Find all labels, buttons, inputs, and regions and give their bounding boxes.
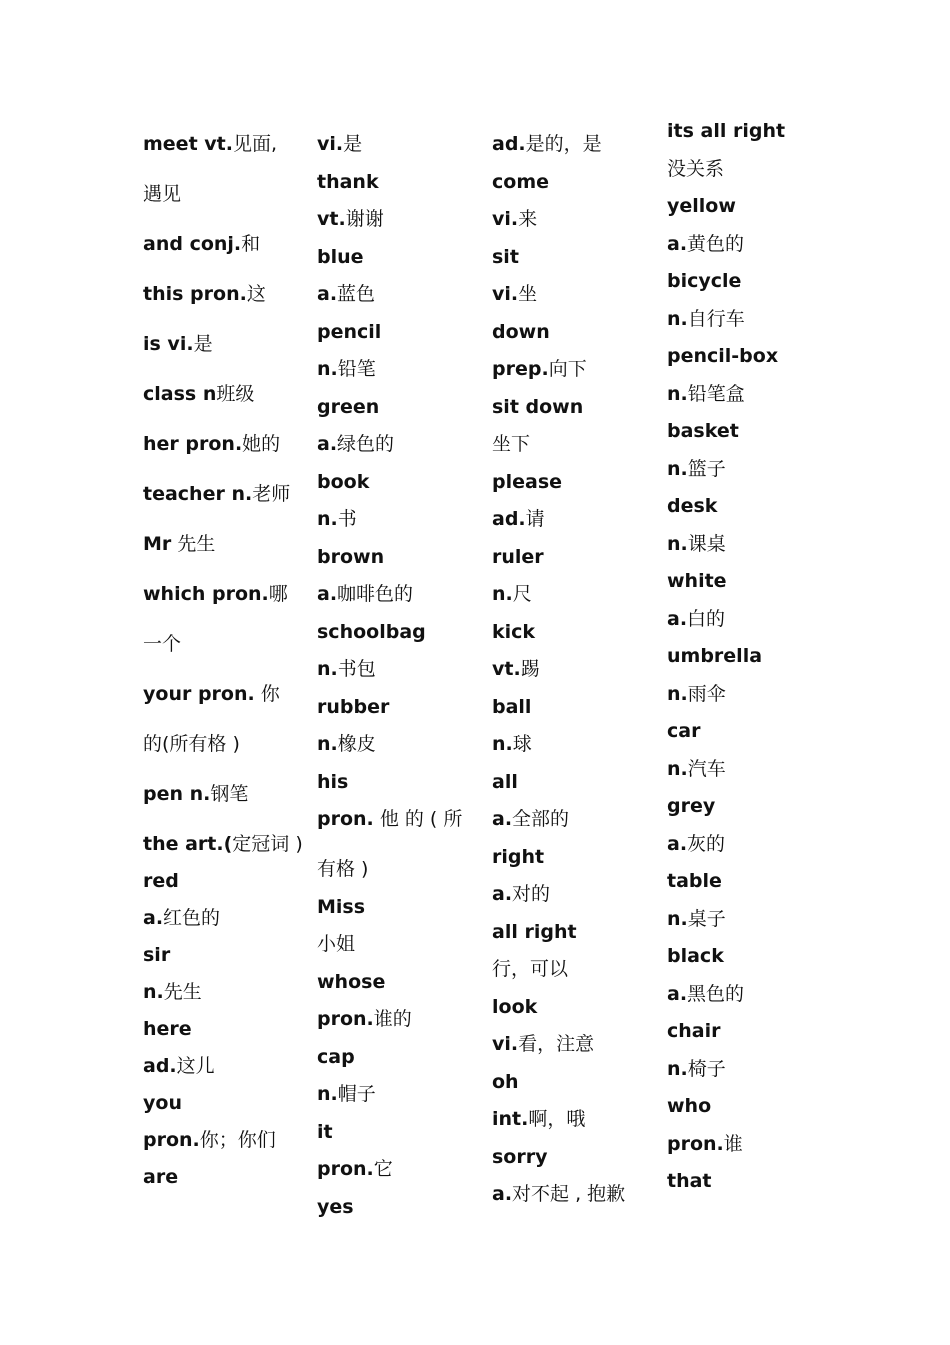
vocab-line [492, 1145, 548, 1169]
vocab-line [143, 632, 181, 656]
vocab-line [317, 932, 355, 956]
vocab-line [667, 1169, 712, 1193]
vocab-line [667, 269, 741, 293]
vocab-english: n. [667, 907, 688, 930]
vocab-english: pron. [317, 1008, 374, 1030]
vocab-line [143, 1017, 192, 1041]
vocab-chinese: 小姐 [317, 933, 356, 955]
vocab-line [492, 357, 587, 381]
vocab-english: rubber [317, 695, 390, 718]
vocab-english: vi. [492, 1033, 519, 1055]
vocab-line [667, 382, 745, 406]
vocab-chinese: 的(所有格 ) [143, 733, 240, 755]
vocab-chinese: 铅笔 [337, 358, 376, 380]
vocab-english: who [667, 1095, 712, 1117]
vocab-english: sit down [492, 395, 584, 418]
vocab-chinese: 白的 [687, 607, 726, 630]
vocab-english: a. [143, 907, 164, 929]
vocab-line [667, 532, 726, 556]
vocab-line [667, 419, 739, 443]
vocab-chinese: 定冠词 ) [232, 833, 303, 855]
vocab-line [667, 1057, 726, 1081]
vocab-line [492, 207, 537, 231]
vocab-english: whose [317, 970, 386, 993]
vocab-english: down [492, 320, 550, 343]
vocab-line [317, 695, 389, 719]
vocab-english: bicycle [667, 270, 742, 292]
vocab-chinese: 自行车 [687, 307, 745, 330]
vocab-line [667, 1132, 743, 1156]
vocab-chinese: 坐下 [492, 433, 531, 455]
vocab-line [317, 282, 375, 306]
vocab-line [492, 470, 562, 494]
vocab-line [667, 1019, 721, 1043]
vocab-english: pen n. [143, 783, 211, 805]
vocab-line [317, 357, 376, 381]
vocab-line [143, 482, 290, 506]
vocab-line [143, 682, 280, 706]
vocab-chinese: 是 [343, 133, 363, 155]
vocab-line [667, 157, 724, 181]
vocab-english: its all right [667, 120, 786, 142]
vocab-line [492, 507, 545, 531]
vocab-english: n. [317, 658, 338, 680]
vocab-english: pron. [317, 1158, 374, 1180]
vocab-line [317, 432, 394, 456]
vocab-english: blue [317, 245, 364, 268]
vocab-english: oh [492, 1070, 519, 1093]
vocab-chinese: 看，注意 [518, 1033, 595, 1055]
vocab-line [143, 1054, 215, 1078]
vocab-line [492, 170, 549, 194]
vocab-chinese: 黄色的 [687, 232, 745, 255]
vocab-chinese: 这 [246, 283, 266, 305]
vocab-line [143, 980, 202, 1004]
vocab-line [492, 1107, 585, 1131]
vocab-english: and conj. [143, 233, 242, 255]
vocab-english: come [492, 170, 549, 193]
vocab-chinese: 坐 [518, 283, 538, 305]
vocab-line [492, 620, 535, 644]
vocab-line [317, 1045, 355, 1069]
vocab-line [317, 507, 357, 531]
vocab-english: n. [667, 457, 688, 480]
vocab-line [492, 882, 550, 906]
vocab-chinese: 一个 [143, 633, 182, 655]
vocab-line [317, 245, 364, 269]
vocab-line [317, 470, 369, 494]
vocab-line [667, 607, 725, 631]
vocab-english: a. [317, 583, 338, 605]
vocab-chinese: 没关系 [667, 157, 725, 180]
vocab-line [317, 545, 384, 569]
vocab-english: umbrella [667, 645, 763, 667]
vocab-english: right [492, 845, 545, 868]
vocab-chinese: 他 的 ( 所 [373, 808, 463, 830]
vocab-line [492, 395, 583, 419]
vocab-english: a. [492, 1183, 513, 1205]
vocab-line [317, 657, 376, 681]
vocab-line [492, 732, 532, 756]
vocab-line [667, 457, 726, 481]
vocab-english: n. [317, 358, 338, 380]
vocab-line [492, 920, 577, 944]
vocab-line [143, 782, 248, 806]
vocab-english: grey [667, 795, 716, 817]
vocab-english: n. [667, 1057, 688, 1080]
vocab-chinese: 灰的 [687, 832, 726, 855]
vocab-line [143, 832, 303, 856]
vocab-chinese: 行，可以 [492, 958, 569, 980]
vocab-english: car [667, 720, 701, 742]
vocab-english: n. [667, 382, 688, 405]
vocab-line [667, 644, 762, 668]
vocab-line [667, 794, 715, 818]
vocab-english: brown [317, 545, 385, 568]
vocab-chinese: 班级 [216, 383, 255, 405]
vocab-chinese: 踢 [520, 658, 540, 680]
vocab-english: sir [143, 944, 171, 966]
vocab-chinese: 全部的 [512, 808, 570, 830]
vocab-english: please [492, 470, 563, 493]
vocab-english: pencil [317, 320, 382, 343]
vocab-chinese: 她的 [242, 433, 281, 455]
vocab-chinese: 帽子 [337, 1083, 376, 1105]
vocab-english: n. [317, 1083, 338, 1105]
vocab-chinese: 你 [254, 683, 280, 705]
vocab-line [492, 545, 544, 569]
vocab-english: prep. [492, 358, 549, 380]
vocab-english: ad. [492, 133, 526, 155]
vocab-chinese: 先生 [163, 981, 202, 1003]
vocab-line [317, 895, 365, 919]
vocab-chinese: 蓝色 [337, 283, 376, 305]
vocab-english: desk [667, 495, 718, 517]
vocab-chinese: 雨伞 [687, 682, 726, 705]
vocab-line [667, 682, 726, 706]
vocab-english: yes [317, 1195, 354, 1218]
vocab-chinese: 先生 [171, 533, 216, 555]
vocab-chinese: 请 [525, 508, 545, 530]
vocab-line [492, 245, 519, 269]
vocab-english: a. [667, 232, 688, 255]
vocab-chinese: 钢笔 [210, 783, 249, 805]
vocab-english: n. [667, 682, 688, 705]
vocab-line [667, 232, 744, 256]
vocab-line [667, 944, 724, 968]
vocab-line [317, 132, 362, 156]
vocab-english: white [667, 570, 727, 592]
vocab-line [317, 1082, 376, 1106]
vocab-line [317, 207, 384, 231]
vocab-line [667, 907, 726, 931]
vocab-chinese: 书包 [337, 658, 376, 680]
vocab-chinese: 见面, [232, 133, 277, 155]
vocab-english: which pron. [143, 583, 269, 605]
vocab-chinese: 向下 [548, 358, 587, 380]
vocab-english: it [317, 1120, 333, 1143]
vocab-line [492, 582, 532, 606]
vocab-chinese: 它 [373, 1158, 393, 1180]
vocab-english: pron. [317, 808, 374, 830]
vocab-english: look [492, 995, 538, 1018]
vocab-line [317, 1195, 354, 1219]
vocab-chinese: 咖啡色的 [337, 583, 414, 605]
vocab-english: a. [317, 283, 338, 305]
vocab-line [143, 432, 280, 456]
vocab-line [317, 807, 462, 831]
vocab-line [143, 582, 288, 606]
vocab-chinese: 你；你们 [199, 1129, 276, 1151]
vocab-english: n. [667, 757, 688, 780]
vocab-line [492, 282, 537, 306]
vocab-line [143, 232, 260, 256]
vocab-line [317, 1157, 393, 1181]
vocab-line [667, 344, 778, 368]
vocab-english: meet vt. [143, 133, 233, 155]
vocab-chinese: 谢谢 [345, 208, 384, 230]
vocab-line [317, 1007, 412, 1031]
vocab-line [492, 845, 544, 869]
vocab-english: ad. [143, 1055, 177, 1077]
vocab-chinese: 谁 [723, 1132, 743, 1155]
vocab-line [317, 857, 368, 881]
vocab-chinese: 书 [337, 508, 357, 530]
vocab-english: n. [667, 307, 688, 330]
vocab-chinese: 桌子 [687, 907, 726, 930]
vocab-english: n. [492, 583, 513, 605]
vocab-english: a. [317, 433, 338, 455]
vocab-english: a. [667, 982, 688, 1005]
vocab-english: his [317, 770, 349, 793]
vocab-english: schoolbag [317, 620, 426, 643]
vocab-line [143, 1091, 182, 1115]
vocab-english: ad. [492, 508, 526, 530]
vocab-chinese: 来 [518, 208, 538, 230]
vocab-line [143, 1128, 276, 1152]
vocab-line [143, 282, 266, 306]
vocab-chinese: 绿色的 [337, 433, 395, 455]
vocab-line [317, 320, 381, 344]
vocab-chinese: 谁的 [373, 1008, 412, 1030]
vocab-line [492, 1070, 519, 1094]
vocab-line [143, 182, 181, 206]
vocab-line [143, 906, 220, 930]
vocab-chinese: 铅笔盒 [687, 382, 745, 405]
vocab-chinese: 哪 [268, 583, 288, 605]
vocab-line [492, 1032, 594, 1056]
vocab-chinese: 对的 [512, 883, 551, 905]
vocab-english: this pron. [143, 283, 247, 305]
vocab-line [143, 332, 213, 356]
vocab-english: vi. [317, 133, 344, 155]
vocab-line [317, 582, 413, 606]
vocab-line [317, 1120, 333, 1144]
vocab-line [667, 832, 725, 856]
vocab-chinese: 这儿 [176, 1055, 215, 1077]
vocab-english: all right [492, 920, 577, 943]
vocab-line [492, 432, 530, 456]
vocab-line [667, 719, 700, 743]
vocab-line [317, 970, 385, 994]
vocab-chinese: 篮子 [687, 457, 726, 480]
vocab-english: book [317, 470, 370, 493]
vocab-line [492, 995, 537, 1019]
vocab-line [317, 395, 379, 419]
vocab-english: vt. [492, 658, 521, 680]
vocab-chinese: 椅子 [687, 1057, 726, 1080]
vocab-chinese: 课桌 [687, 532, 726, 555]
vocab-english: vi. [492, 208, 519, 230]
vocab-line [667, 119, 785, 143]
vocab-line [143, 382, 254, 406]
vocab-chinese: 老师 [252, 483, 291, 505]
vocab-line [667, 569, 727, 593]
vocab-english: Miss [317, 895, 366, 918]
vocab-chinese: 尺 [512, 583, 532, 605]
vocab-english: ruler [492, 545, 544, 568]
vocab-english: n. [667, 532, 688, 555]
vocab-chinese: 和 [241, 233, 261, 255]
vocab-line [492, 807, 569, 831]
vocab-english: your pron. [143, 683, 255, 705]
vocab-english: the art.( [143, 833, 233, 855]
vocab-line [317, 732, 376, 756]
vocab-english: n. [317, 508, 338, 530]
vocab-line [143, 869, 179, 893]
vocab-chinese: 球 [512, 733, 532, 755]
vocab-english: black [667, 945, 724, 967]
vocab-line [492, 1182, 625, 1206]
vocab-line [667, 494, 717, 518]
vocab-english: thank [317, 170, 379, 193]
vocab-chinese: 对不起 , 抱歉 [512, 1183, 626, 1205]
vocab-english: table [667, 870, 722, 892]
vocab-line [492, 957, 568, 981]
vocab-english: yellow [667, 195, 736, 217]
vocab-english: a. [667, 607, 688, 630]
vocab-english: here [143, 1018, 192, 1040]
vocab-english: cap [317, 1045, 355, 1068]
vocab-english: a. [667, 832, 688, 855]
vocab-english: chair [667, 1020, 721, 1042]
vocab-line [317, 770, 348, 794]
vocab-english: Mr [143, 533, 172, 555]
vocab-english: green [317, 395, 380, 418]
vocab-english: pencil-box [667, 345, 779, 367]
vocab-english: n. [143, 981, 164, 1003]
vocab-line [143, 1165, 178, 1189]
vocab-english: basket [667, 420, 739, 442]
vocab-line [492, 657, 540, 681]
vocab-line [667, 869, 722, 893]
vocab-english: n. [317, 733, 338, 755]
vocab-line [667, 307, 745, 331]
vocab-chinese: 啊，哦 [528, 1108, 586, 1130]
vocab-english: you [143, 1092, 182, 1114]
vocab-chinese: 橡皮 [337, 733, 376, 755]
vocab-english: pron. [667, 1132, 724, 1155]
vocab-english: n. [492, 733, 513, 755]
vocab-line [667, 757, 726, 781]
vocab-chinese: 汽车 [687, 757, 726, 780]
vocab-english: vt. [317, 208, 346, 230]
vocab-english: her pron. [143, 433, 243, 455]
vocab-chinese: 黑色的 [687, 982, 745, 1005]
vocab-english: a. [492, 883, 513, 905]
vocab-english: int. [492, 1108, 529, 1130]
vocab-line [667, 982, 744, 1006]
vocab-line [492, 132, 602, 156]
vocab-line [143, 943, 170, 967]
vocab-line [667, 194, 736, 218]
vocab-english: is vi. [143, 333, 194, 355]
vocab-english: sorry [492, 1145, 548, 1168]
vocab-chinese: 是的，是 [525, 133, 602, 155]
vocab-english: ball [492, 695, 532, 718]
vocab-english: all [492, 770, 518, 793]
vocab-english: sit [492, 245, 519, 268]
vocab-chinese: 红色的 [163, 907, 221, 929]
vocab-line [317, 170, 379, 194]
vocab-english: that [667, 1170, 712, 1192]
vocab-english: teacher n. [143, 483, 253, 505]
vocab-english: kick [492, 620, 536, 643]
vocab-line [317, 620, 426, 644]
vocab-line [492, 695, 531, 719]
vocab-chinese: 遇见 [143, 183, 182, 205]
vocab-chinese: 是 [193, 333, 213, 355]
vocab-english: a. [492, 808, 513, 830]
vocab-english: red [143, 870, 179, 892]
vocab-line [143, 532, 215, 556]
vocab-english: are [143, 1166, 179, 1188]
vocab-line [492, 320, 550, 344]
vocab-line [667, 1094, 711, 1118]
vocab-line [492, 770, 518, 794]
vocab-english: vi. [492, 283, 519, 305]
vocab-english: pron. [143, 1129, 200, 1151]
vocab-line [143, 132, 277, 156]
vocab-english: class n [143, 383, 217, 405]
vocab-line [143, 732, 240, 756]
vocab-chinese: 有格 ) [317, 858, 369, 880]
